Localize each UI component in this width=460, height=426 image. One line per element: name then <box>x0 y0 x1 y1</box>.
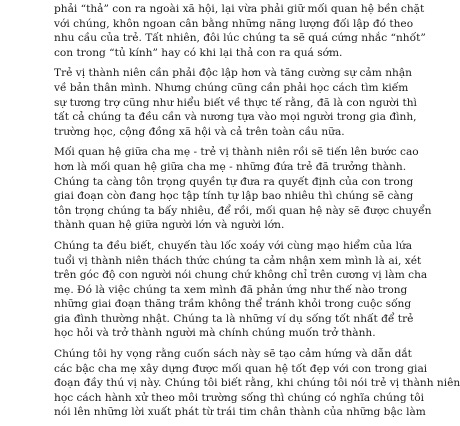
page-body <box>54 2 460 426</box>
text-line: giai đoạn còn đang học tập tính tự lập bao nhiêu thì chúng sẽ càng <box>54 190 414 203</box>
text-line: các bậc cha mẹ xây dựng được mối quan hệ tốt đẹp với con trong giai <box>54 362 428 375</box>
paragraph-5 <box>54 347 460 420</box>
paragraph-2 <box>54 66 417 139</box>
text-line: Chúng tôi hy vọng rằng cuốn sách này sẽ tạo cảm hứng và dẫn dắt <box>54 348 412 361</box>
text-line: tôn trọng chúng ta bấy nhiêu, để rồi, mối quan hệ này sẽ được chuyển <box>54 204 432 217</box>
text-line: mẹ. Đó là việc chúng ta xem mình đã phản ứng như thế nào trong <box>54 283 408 296</box>
paragraph-1 <box>54 2 426 60</box>
text-line: về bản thân mình. Nhưng chúng cũng cần phải học cách tìm kiếm <box>54 81 409 94</box>
paragraph-3 <box>54 145 432 233</box>
text-line: sự tương trợ cũng như hiểu biết về thực tế rằng, đã là con người thì <box>54 96 417 109</box>
text-line: đoạn đầy thú vị này. Chúng tôi biết rằng, khi chúng tôi nói trẻ vị thành niên <box>54 377 460 390</box>
text-line: phải “thả” con ra ngoài xã hội, lại vừa phải giữ mối quan hệ bền chặt <box>54 3 425 15</box>
text-line: trên góc độ con người nói chung chứ không chỉ trên cương vị làm cha <box>54 269 428 282</box>
text-line: Trẻ vị thành niên cần phải độc lập hơn và tăng cường sự cảm nhận <box>54 67 412 80</box>
text-line: tuổi vị thành niên thách thức chúng ta cảm nhận xem mình là ai, xét <box>54 254 422 267</box>
text-line: tất cả chúng ta đều cần và nương tựa vào mọi người trong gia đình, <box>54 111 417 124</box>
text-line: trường học, cộng đồng xã hội và cả trên toàn cầu nữa. <box>54 125 345 138</box>
text-line: học cách hành xử theo môi trường sống thì chúng có nghĩa chúng tôi <box>54 391 424 404</box>
text-line: học hỏi và trở thành người mà chính chúng muốn trở thành. <box>54 327 376 340</box>
text-line: nói lên những lời xuất phát từ trái tim chân thành của những bậc làm <box>54 406 426 419</box>
text-line: thành quan hệ giữa người lớn và người lớn. <box>54 219 285 232</box>
text-line: với chúng, khôn ngoan cân bằng những năng lượng đối lập đó theo <box>54 17 414 30</box>
text-line: hơn là mối quan hệ giữa cha mẹ - những đứa trẻ đã trưởng thành. <box>54 160 407 173</box>
text-line: Mối quan hệ giữa cha mẹ - trẻ vị thành niên rồi sẽ tiến lên bước cao <box>54 146 419 159</box>
text-line: Chúng ta đều biết, chuyến tàu lốc xoáy với cùng mạo hiểm của lứa <box>54 239 413 252</box>
text-line: con trong “tủ kính” hay có khi lại thả con ra quá sớm. <box>54 46 343 59</box>
text-line: Chúng ta càng tôn trọng quyền tự đưa ra quyết định của con trong <box>54 175 414 188</box>
text-line: những giai đoạn thăng trầm không thể tránh khỏi trong cuộc sống <box>54 298 412 311</box>
text-line: gia đình thường nhật. Chúng ta là những ví dụ sống tốt nhất để trẻ <box>54 312 414 325</box>
text-line: nhu cầu của trẻ. Tất nhiên, đôi lúc chúng ta sẽ quá cứng nhắc “nhốt” <box>54 32 426 45</box>
paragraph-4 <box>54 239 428 341</box>
